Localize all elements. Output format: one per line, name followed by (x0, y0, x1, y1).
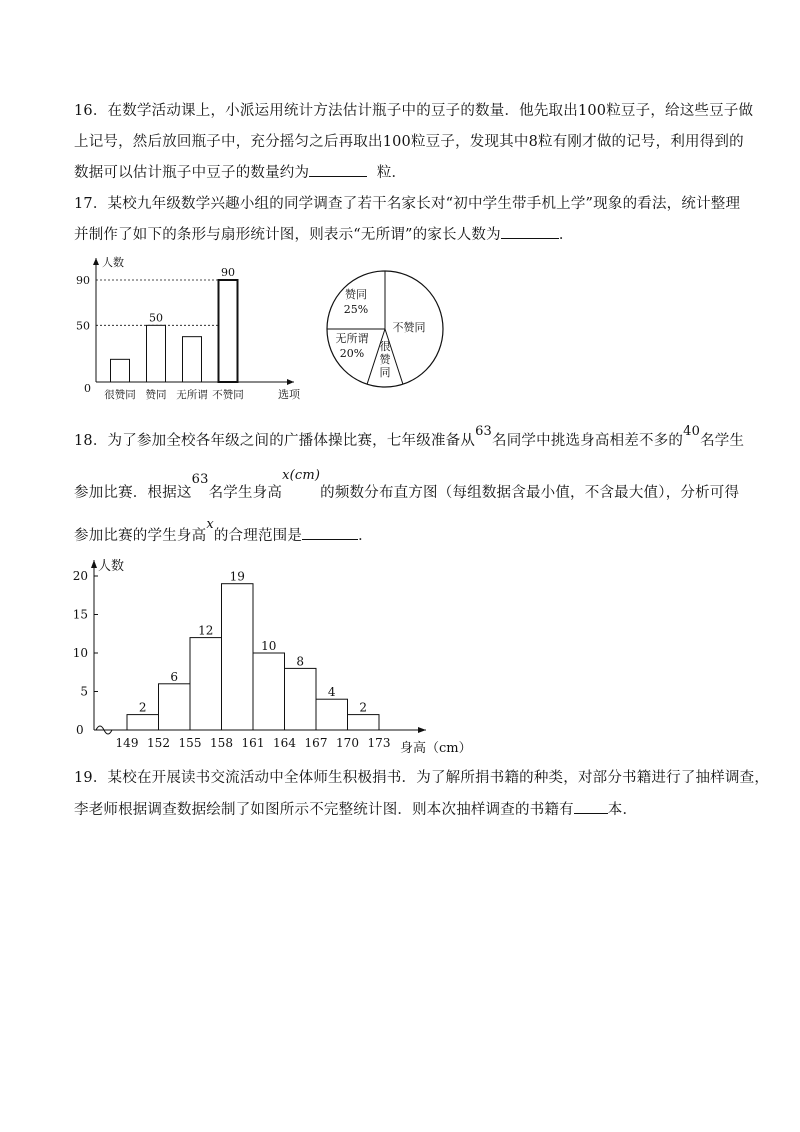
q18-line-1: 18．为了参加全校各年级之间的广播体操比赛，七年级准备从$^{63}$名同学中挑选身高相差不多的$^{40}$名学生 (74, 424, 745, 449)
x-tick-label: 赞同 (145, 389, 167, 401)
q18-histogram (66, 552, 486, 757)
pie-slice-label: 赞 (379, 353, 391, 366)
x-tick-label: 167 (304, 736, 328, 750)
x-axis-arrow (418, 727, 426, 733)
x-tick-label: 149 (115, 736, 139, 750)
q18-line-3: 参加比赛的学生身高$^x$的合理范围是 ． (74, 517, 373, 544)
histogram-bar (190, 638, 222, 730)
x-tick-label: 152 (147, 736, 170, 750)
q18-line-2: 参加比赛．根据这$^{63}$名学生身高$^{x(cm)}$的频数分布直方图（每组数据含最小值，不含最大值），分析可得 (74, 468, 740, 501)
pie-slice-pct: 20% (339, 347, 365, 360)
x-tick-label: 158 (210, 736, 233, 750)
y-tick-label: 20 (72, 569, 88, 583)
bar-data-label: 90 (221, 266, 235, 279)
histogram-data-label: 12 (198, 623, 214, 638)
x-tick-label: 很赞同 (104, 389, 136, 401)
x-tick-label: 155 (178, 736, 202, 750)
histogram-data-label: 8 (296, 654, 305, 669)
histogram-marks (127, 570, 379, 730)
pie-slice-pct: 25% (343, 303, 369, 316)
q16-line-3: 数据可以估计瓶子中豆子的数量约为 粒． (74, 161, 406, 182)
x-axis-label: 选项 (278, 388, 300, 401)
q17-bar-chart (76, 250, 316, 410)
origin-label: 0 (76, 723, 84, 737)
histogram-bar (348, 715, 380, 730)
y-axis-arrow (91, 560, 97, 568)
q16-line-1: 16．在数学活动课上，小派运用统计方法估计瓶子中的豆子的数量．他先取出100粒豆子，给这些豆子做 (74, 103, 754, 119)
q19-line-2: 李老师根据调查数据绘制了如图所示不完整统计图．则本次抽样调查的书籍有 本． (74, 798, 637, 819)
x-tick-label: 无所谓 (176, 389, 208, 401)
x-axis-arrow (287, 379, 294, 385)
pie-slice-label: 同 (379, 366, 391, 379)
x-tick-label: 164 (273, 736, 296, 750)
x-tick-label: 不赞同 (212, 389, 244, 401)
pie-chart-marks (327, 271, 443, 387)
bar (147, 325, 166, 382)
y-tick-label: 10 (72, 646, 88, 660)
y-tick-label: 5 (80, 684, 88, 699)
histogram-bar (316, 699, 348, 730)
x-axis-label: 身高（cm） (400, 741, 472, 756)
histogram-data-label: 6 (170, 669, 179, 684)
x-tick-label: 170 (336, 736, 359, 750)
pie-slice-label: 无所谓 (335, 332, 369, 345)
y-tick-label: 50 (76, 319, 90, 333)
histogram-bar (222, 584, 254, 730)
q19-answer-blank[interactable] (574, 799, 608, 814)
q17-line-2: 并制作了如下的条形与扇形统计图，则表示“无所谓”的家长人数为 ． (74, 223, 574, 244)
bar (219, 280, 238, 382)
pie-slice-label: 很 (379, 340, 391, 353)
pie-slice-label: 赞同 (345, 288, 367, 301)
bar (183, 337, 202, 382)
y-axis-label: 人数 (98, 559, 125, 574)
x-tick-label: 173 (367, 736, 391, 750)
q19-line-1: 19．某校在开展读书交流活动中全体师生积极捐书．为了解所捐书籍的种类，对部分书籍进行了抽样调查， (74, 770, 770, 786)
histogram-data-label: 19 (229, 569, 245, 584)
histogram-bar (159, 684, 191, 730)
histogram-data-label: 4 (327, 685, 336, 700)
y-tick-label: 90 (76, 274, 90, 287)
q16-answer-blank[interactable] (309, 162, 367, 177)
bar (111, 359, 130, 382)
q18-answer-blank[interactable] (302, 525, 358, 540)
q16-line-2: 上记号，然后放回瓶子中，充分摇匀之后再取出100粒豆子，发现其中8粒有刚才做的记号，利用得到的 (74, 134, 744, 150)
histogram-data-label: 2 (359, 700, 368, 715)
x-tick-label: 161 (241, 736, 265, 750)
histogram-data-label: 10 (261, 639, 277, 653)
histogram-bar (127, 715, 159, 730)
origin-label: 0 (84, 382, 91, 395)
histogram-bar (253, 653, 285, 730)
histogram-bar (285, 668, 317, 730)
q17-pie-chart (324, 268, 446, 390)
y-axis-label: 人数 (102, 256, 124, 269)
q17-answer-blank[interactable] (501, 224, 559, 239)
y-axis-arrow (93, 258, 99, 265)
y-tick-label: 15 (72, 607, 88, 622)
bar-chart-marks (104, 266, 244, 401)
pie-slice-label: 不赞同 (392, 321, 426, 334)
q17-line-1: 17．某校九年级数学兴趣小组的同学调查了若干名家长对“初中学生带手机上学”现象的看法，统计整理 (74, 196, 741, 212)
bar-data-label: 50 (149, 311, 163, 325)
histogram-data-label: 2 (138, 700, 147, 715)
